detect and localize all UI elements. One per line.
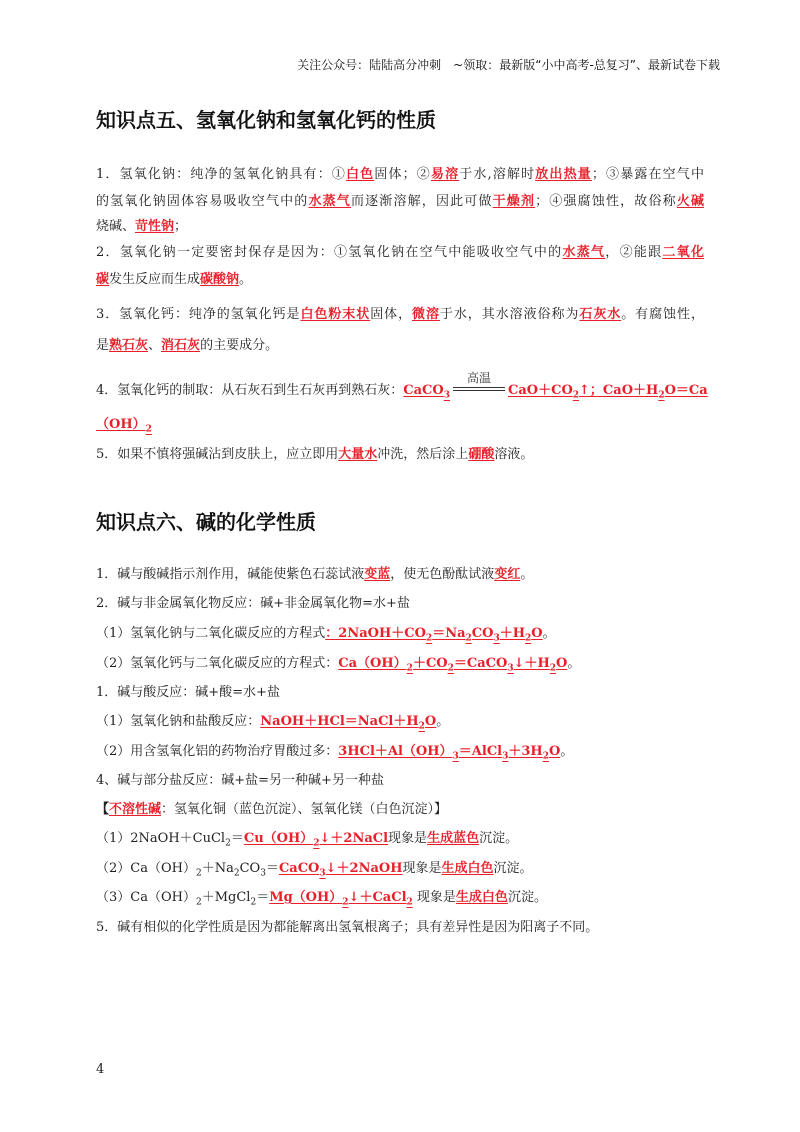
s5-p4-line2: $(OH)_2$ bbox=[96, 417, 152, 435]
s5-p3-line2: 是熟石灰、消石灰的主要成分。 bbox=[96, 338, 279, 353]
s6-line4: （2）氢氧化钙与二氧化碳反应的方程式：$Ca(OH)_2+CO_2=CaCO_3↓+H_2O$。 bbox=[96, 656, 581, 674]
reaction-condition: 高温 bbox=[453, 387, 505, 394]
page-header: 关注公众号：陆陆高分冲刺 ~领取：最新版“小中高考-总复习”、最新试卷下载 bbox=[297, 58, 720, 72]
s6-line13: 5．碱有相似的化学性质是因为都能解离出氢氧根离子；具有差异性是因为阳离子不同。 bbox=[96, 920, 599, 935]
s6-line12: $(3)Ca(OH)_2+MgCl_2=Mg(OH)_2↓+CaCl_2$ 现象是生成白色沉淀。 bbox=[96, 890, 547, 908]
s6-line2: 2．碱与非金属氧化物反应：碱+非金属氧化物=水+盐 bbox=[96, 596, 410, 611]
s5-p4-line1: 4．氢氧化钙的制取：从石灰石到生石灰再到熟石灰：CaCO$_3$ 高温 $CaO+CO_2↑$；$CaO+H_2O=Ca$ bbox=[96, 371, 708, 401]
s5-p3-line1: 3．氢氧化钙：纯净的氢氧化钙是白色粉末状固体，微溶于水，其水溶液俗称为石灰水。有腐蚀性， bbox=[96, 307, 704, 322]
s5-p2-line2: 碳发生反应而生成碳酸钠。 bbox=[96, 272, 253, 287]
section-5-title: 知识点五、氢氧化钠和氢氧化钙的性质 bbox=[96, 108, 436, 132]
s6-line1: 1．碱与酸碱指示剂作用，碱能使紫色石蕊试液变蓝，使无色酚酞试液变红。 bbox=[96, 567, 534, 582]
s6-line10: $(1)2NaOH+CuCl_2=Cu(OH)_2↓+2NaCl$现象是生成蓝色沉淀。 bbox=[96, 831, 519, 849]
s6-line3: （1）氢氧化钠与二氧化碳反应的方程式：$2NaOH+CO_2=Na_2CO_3+H_2O$。 bbox=[96, 626, 556, 644]
page-number: 4 bbox=[96, 1062, 105, 1077]
s5-p2-line1: 2．氢氧化钠一定要密封保存是因为：①氢氧化钠在空气中能吸收空气中的水蒸气，②能跟二氧化 bbox=[96, 245, 704, 260]
s6-line7: （2）用含氢氧化铝的药物治疗胃酸过多：$3HCl+Al(OH)_3=AlCl_3+3H_2O$。 bbox=[96, 744, 574, 762]
s5-p1-line3: 烧碱、苛性钠； bbox=[96, 219, 188, 234]
s5-p5-line1: 5．如果不慎将强碱沾到皮肤上，应立即用大量水冲洗，然后涂上硼酸溶液。 bbox=[96, 447, 534, 462]
s6-line5: 1．碱与酸反应：碱+酸=水+盐 bbox=[96, 685, 280, 700]
s6-line8: 4、碱与部分盐反应：碱+盐=另一种碱+另一种盐 bbox=[96, 773, 384, 788]
section-6-title: 知识点六、碱的化学性质 bbox=[96, 510, 316, 534]
s5-p1-line2: 的氢氧化钠固体容易吸收空气中的水蒸气而逐渐溶解，因此可做干燥剂；④强腐蚀性，故俗称火碱 bbox=[96, 194, 704, 209]
s6-line11: $(2)Ca(OH)_2+Na_2CO_3=CaCO_3↓+2NaOH$现象是生成白色沉淀。 bbox=[96, 861, 533, 879]
s6-line9: 【不溶性碱：氢氧化铜（蓝色沉淀）、氢氧化镁（白色沉淀）】 bbox=[96, 802, 448, 817]
s5-p1-line1: 1．氢氧化钠：纯净的氢氧化钠具有：①白色固体；②易溶于水,溶解时放出热量；③暴露在空气中 bbox=[96, 167, 704, 182]
s6-line6: （1）氢氧化钠和盐酸反应：$NaOH+HCl=NaCl+H_2O$。 bbox=[96, 714, 450, 732]
